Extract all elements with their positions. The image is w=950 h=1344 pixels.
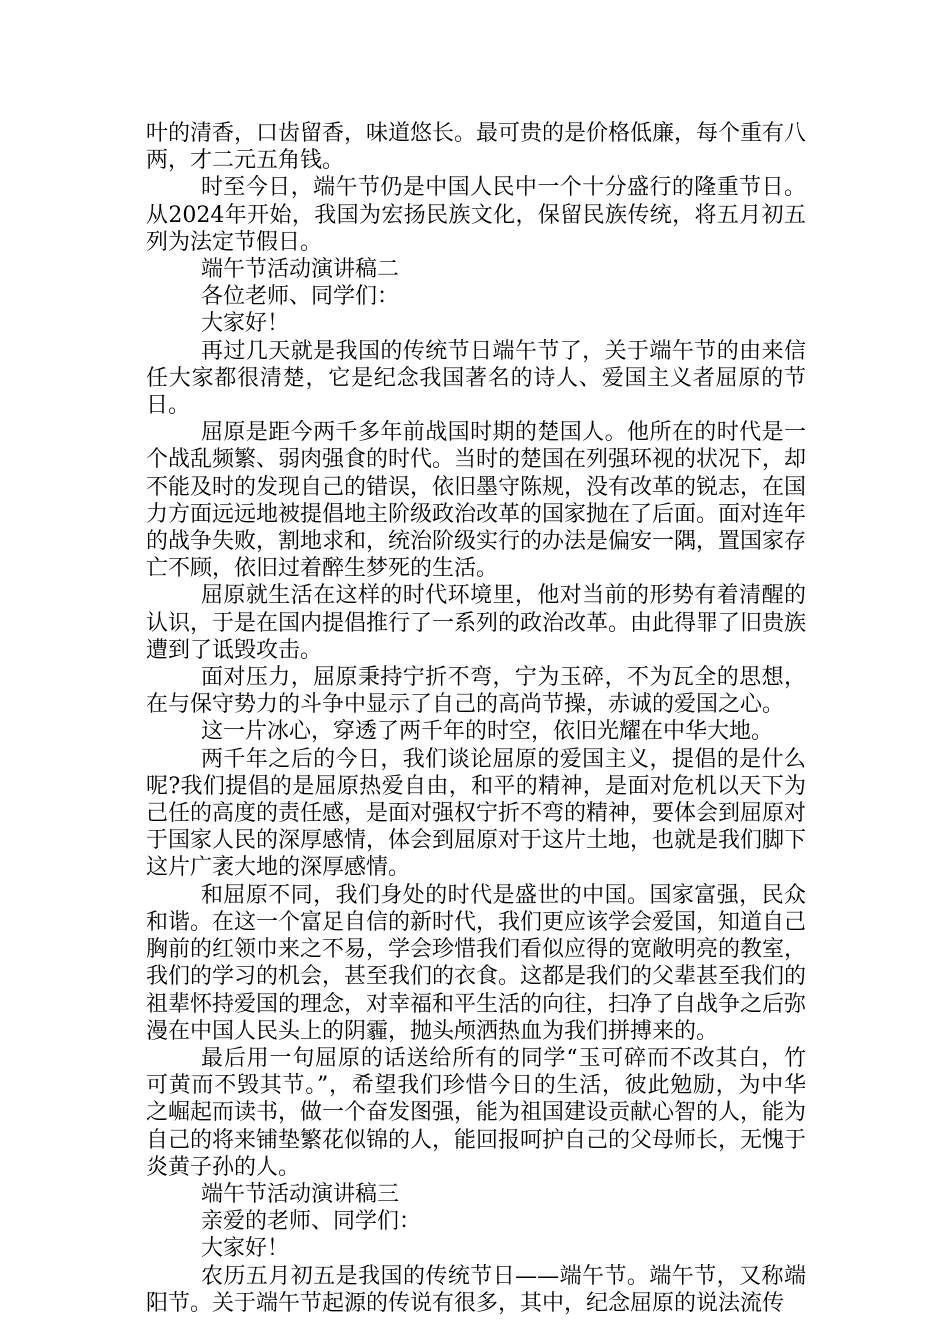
section-heading-2: 端午节活动演讲稿二	[201, 257, 400, 283]
paragraph-5: 屈原就生活在这样的时代环境里，他对当前的形势有着清醒的认识，于是在国内提倡推行了一系列的政治改革。由此得罪了旧贵族遭到了诋毁攻击。	[146, 583, 807, 663]
paragraph-2: 时至今日，端午节仍是中国人民中一个十分盛行的隆重节日。从2024年开始，我国为宏扬民族文化，保留民族传统，将五月初五列为法定节假日。	[146, 175, 806, 255]
greeting-3: 大家好！	[201, 1236, 290, 1262]
salutation-3: 亲爱的老师、同学们：	[201, 1209, 422, 1235]
paragraph-3: 再过几天就是我国的传统节日端午节了，关于端午节的由来信任大家都很清楚，它是纪念我国著名的诗人、爱国主义者屈原的节日。	[146, 338, 806, 419]
paragraph-1: 叶的清香，口齿留香，味道悠长。最可贵的是价格低廉，每个重有八两，才二元五角钱。	[146, 121, 807, 174]
paragraph-11: 农历五月初五是我国的传统节日——端午节。端午节，又称端阳节。关于端午节起源的传说有很多，其中，纪念屈原的说法流传	[146, 1263, 806, 1316]
salutation-2: 各位老师、同学们：	[201, 284, 400, 310]
document-page	[146, 120, 806, 1317]
paragraph-4: 屈原是距今两千多年前战国时期的楚国人。他所在的时代是一个战乱频繁、弱肉强食的时代。当时的楚国在列强环视的状况下，却不能及时的发现自己的错误，依旧墨守陈规，没有改革的锐志，在国力方面远远地被提倡地主阶级政治改革的国家抛在了后面。面对连年的战争失败，割地求和，统治阶级实行的办法是偏安一隅，置国家存亡不顾，依旧过着醉生梦死的生活。	[146, 420, 807, 582]
paragraph-9: 和屈原不同，我们身处的时代是盛世的中国。国家富强，民众和谐。在这一个富足自信的新时代，我们更应该学会爱国，知道自己胸前的红领巾来之不易，学会珍惜我们看似应得的宽敞明亮的教室，我们的学习的机会，甚至我们的衣食。这都是我们的父辈甚至我们的祖辈怀持爱国的理念，对幸福和平生活的向往，扫净了自战争之后弥漫在中国人民头上的阴霾，抛头颅洒热血为我们拼搏来的。	[146, 882, 807, 1044]
paragraph-10: 最后用一句屈原的话送给所有的同学“玉可碎而不改其白，竹可黄而不毁其节。”，希望我们珍惜今日的生活，彼此勉励，为中华之崛起而读书，做一个奋发图强，能为祖国建设贡献心智的人，能为自己的将来铺垫繁花似锦的人，能回报呵护自己的父母师长，无愧于炎黄子孙的人。	[146, 1045, 807, 1180]
greeting-2: 大家好！	[201, 311, 290, 337]
section-heading-3: 端午节活动演讲稿三	[201, 1181, 400, 1207]
paragraph-8: 两千年之后的今日，我们谈论屈原的爱国主义，提倡的是什么呢?我们提倡的是屈原热爱自由，和平的精神，是面对危机以天下为己任的高度的责任感，是面对强权宁折不弯的精神，要体会到屈原对于国家人民的深厚感情，体会到屈原对于这片土地，也就是我们脚下这片广袤大地的深厚感情。	[146, 746, 807, 881]
paragraph-7: 这一片冰心，穿透了两千年的时空，依旧光耀在中华大地。	[201, 719, 774, 745]
paragraph-6: 面对压力，屈原秉持宁折不弯，宁为玉碎，不为瓦全的思想，在与保守势力的斗争中显示了自己的高尚节操，赤诚的爱国之心。	[146, 665, 806, 718]
